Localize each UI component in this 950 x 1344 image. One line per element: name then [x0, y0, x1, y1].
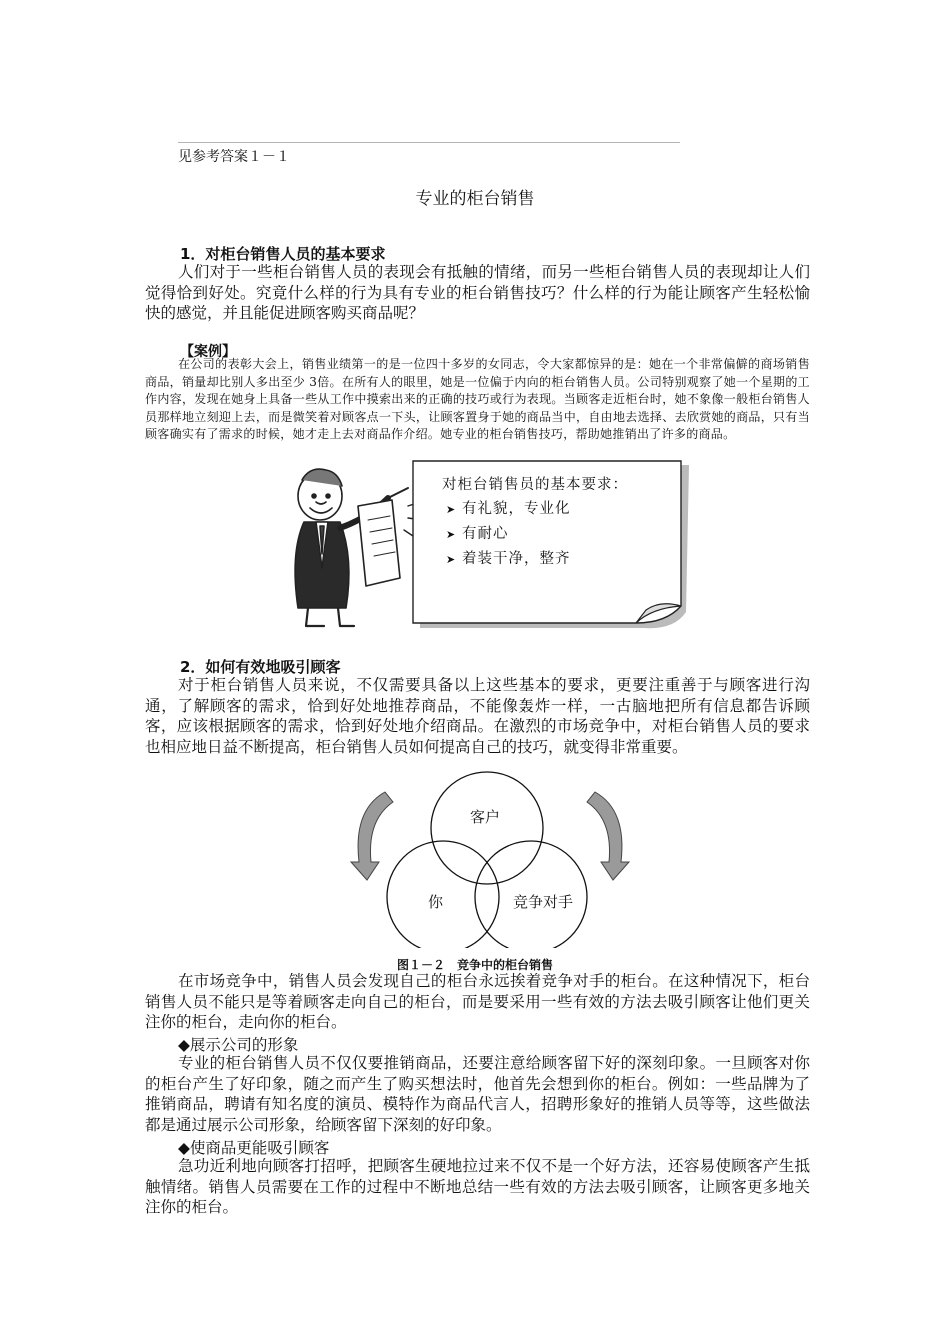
presenter-illustration	[295, 469, 422, 626]
arrow-icon: ➤	[446, 503, 457, 516]
section-2-heading: 2．如何有效地吸引顾客	[180, 658, 341, 676]
case-text: 在公司的表彰大会上，销售业绩第一的是一位四十多岁的女同志，令大家都惊异的是：她在一个非常偏僻的商场销售商品，销量却比别人多出至少 3倍。在所有人的眼里，她是一位偏于内向的柜台销售人员。公司特别观察了她一个星期的工作内容，发现在她身上具备一些从工作中摸索出来的正确的技巧或行为表现。当顾客走近柜台时，她不象像一般柜台销售人员那样地立刻迎上去，而是微笑着对顾客点一下头，让顾客置身于她的商品当中，自由地去选择、去欣赏她的商品，只有当顾客确实有了需求的时候，她才走上去对商品作介绍。她专业的柜台销售技巧，帮助她推销出了许多的商品。	[145, 357, 810, 441]
arrow-icon: ➤	[446, 553, 457, 566]
section-1-paragraph: 人们对于一些柜台销售人员的表现会有抵触的情绪，而另一些柜台销售人员的表现却让人们觉得恰到好处。究竟什么样的行为具有专业的柜台销售技巧？什么样的行为能让顾客产生轻松愉快的感觉，并且能促进顾客购买商品呢？	[145, 263, 810, 322]
curved-arrow-right-icon	[587, 792, 629, 880]
card-item-2-label: 有耐心	[462, 526, 509, 542]
section-3-paragraph-2: 专业的柜台销售人员不仅仅要推销商品，还要注意给顾客留下好的深刻印象。一旦顾客对你的柜台产生了好印象，随之而产生了购买想法时，他首先会想到你的柜台。例如：一些品牌为了推销商品，聘请有知名度的演员、模特作为商品代言人，招聘形象好的推销人员等等，这些做法都是通过展示公司形象，给顾客留下深刻的好印象。	[145, 1054, 810, 1134]
section-3-paragraph: 在市场竞争中，销售人员会发现自己的柜台永远挨着竞争对手的柜台。在这种情况下，柜台销售人员不能只是等着顾客走向自己的柜台，而是要采用一些有效的方法去吸引顾客让他们更关注你的柜台，走向你的柜台。	[145, 972, 810, 1031]
card-item-3	[446, 547, 571, 568]
header-rule	[178, 142, 680, 143]
card-title: 对柜台销售员的基本要求：	[442, 477, 628, 493]
bullet-attract-products: ◆使商品更能吸引顾客	[178, 1139, 330, 1157]
card-item-2	[446, 522, 509, 543]
section-1-heading: 1．对柜台销售人员的基本要求	[180, 245, 386, 263]
customer-circle	[431, 772, 543, 884]
section-2-paragraph: 对于柜台销售人员来说，不仅需要具备以上这些基本的要求，更要注重善于与顾客进行沟通，了解顾客的需求，恰到好处地推荐商品，不能像轰炸一样，一古脑地把所有信息都告诉顾客，应该根据顾客的需求，恰到好处地介绍商品。在激烈的市场竞争中，对柜台销售人员的要求也相应地日益不断提高，柜台销售人员如何提高自己的技巧，就变得非常重要。	[145, 676, 810, 756]
page-title: 专业的柜台销售	[415, 189, 535, 209]
reference-note: 见参考答案１－１	[178, 149, 290, 165]
venn-label-you: 你	[428, 893, 444, 911]
venn-diagram	[345, 770, 635, 948]
section-3-paragraph-3: 急功近利地向顾客打招呼，把顾客生硬地拉过来不仅不是一个好方法，还容易使顾客产生抵触情绪。销售人员需要在工作的过程中不断地总结一些有效的方法去吸引顾客，让顾客更多地关注你的柜台。	[145, 1157, 810, 1216]
card-item-1	[446, 497, 571, 518]
venn-label-competitor: 竞争对手	[513, 893, 574, 911]
figure-caption: 图１－２ 竞争中的柜台销售	[396, 958, 553, 972]
card-item-3-label: 着装干净，整齐	[462, 551, 571, 567]
venn-label-customer: 客户	[470, 808, 501, 826]
card-item-1-label: 有礼貌，专业化	[462, 501, 571, 517]
case-label: 【案例】	[180, 344, 236, 360]
curved-arrow-left-icon	[351, 792, 393, 880]
bullet-company-image: ◆展示公司的形象	[178, 1036, 299, 1054]
arrow-icon: ➤	[446, 528, 457, 541]
